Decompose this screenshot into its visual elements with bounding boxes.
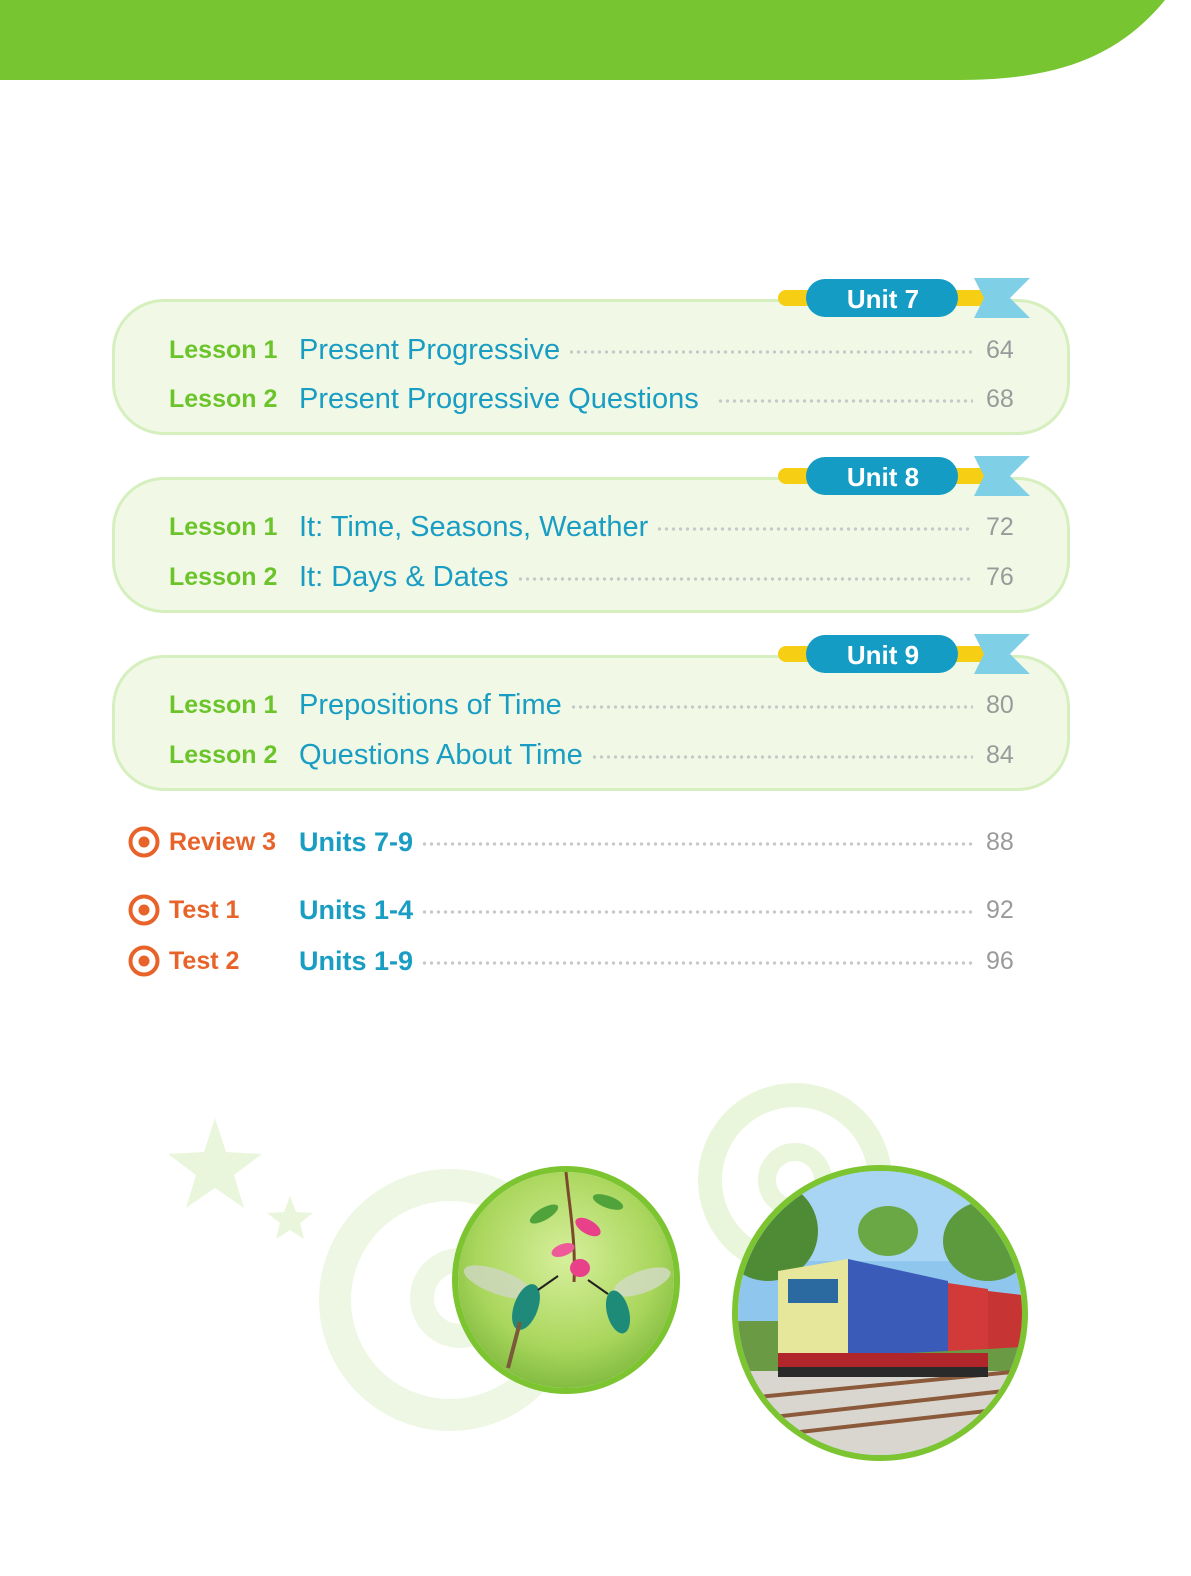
dot-leader	[517, 577, 973, 581]
lesson-label: Lesson 2	[169, 385, 278, 413]
page-number: 72	[986, 513, 1014, 541]
toc-row[interactable]	[0, 735, 1191, 775]
toc-row[interactable]	[0, 685, 1191, 725]
test-title[interactable]: Units 1-4	[299, 895, 414, 925]
dot-leader	[421, 842, 973, 846]
lesson-title[interactable]: Prepositions of Time	[299, 689, 562, 721]
dot-leader	[421, 910, 973, 914]
unit-label: Unit 7	[846, 284, 920, 314]
unit-7-tag	[778, 276, 1032, 320]
star-icon	[168, 1118, 313, 1239]
header-banner	[0, 0, 1191, 90]
lesson-label: Lesson 1	[169, 513, 278, 541]
lesson-title[interactable]: Present Progressive Questions	[299, 383, 699, 415]
review-label: Review 3	[169, 828, 277, 856]
test-label: Test 2	[169, 947, 240, 975]
dot-leader	[591, 755, 973, 759]
test-label: Test 1	[169, 896, 240, 924]
dot-leader	[717, 399, 973, 403]
lesson-label: Lesson 2	[169, 563, 278, 591]
lesson-title[interactable]: It: Days & Dates	[299, 561, 509, 593]
page-number: 68	[986, 385, 1014, 413]
lesson-label: Lesson 1	[169, 691, 278, 719]
toc-row-review[interactable]	[0, 822, 1191, 862]
toc-row-test[interactable]	[0, 941, 1191, 981]
toc-row[interactable]	[0, 330, 1191, 370]
toc-row[interactable]	[0, 557, 1191, 597]
page-number: 84	[986, 741, 1014, 769]
unit-8-tag	[778, 454, 1032, 498]
toc-row-test[interactable]	[0, 890, 1191, 930]
page-number: 64	[986, 336, 1014, 364]
toc-row[interactable]	[0, 507, 1191, 547]
target-icon	[128, 894, 160, 926]
page-number: 76	[986, 563, 1014, 591]
lesson-title[interactable]: Present Progressive	[299, 334, 561, 366]
unit-label: Unit 9	[846, 640, 920, 670]
target-icon	[128, 945, 160, 977]
page-number: 96	[986, 947, 1014, 975]
unit-9-tag	[778, 632, 1032, 676]
dot-leader	[570, 705, 973, 709]
dot-leader	[421, 961, 973, 965]
unit-label: Unit 8	[846, 462, 920, 492]
page-number: 92	[986, 896, 1014, 924]
lesson-label: Lesson 2	[169, 741, 278, 769]
hummingbirds-photo	[452, 1166, 680, 1394]
lesson-title[interactable]: Questions About Time	[299, 739, 583, 771]
dot-leader	[656, 527, 973, 531]
review-title[interactable]: Units 7-9	[299, 827, 414, 857]
toc-row[interactable]	[0, 379, 1191, 419]
lesson-title[interactable]: It: Time, Seasons, Weather	[299, 511, 649, 543]
page-number: 80	[986, 691, 1014, 719]
page-number: 88	[986, 828, 1014, 856]
train-photo	[732, 1165, 1028, 1461]
test-title[interactable]: Units 1-9	[299, 946, 414, 976]
target-icon	[128, 826, 160, 858]
dot-leader	[568, 350, 973, 354]
lesson-label: Lesson 1	[169, 336, 278, 364]
